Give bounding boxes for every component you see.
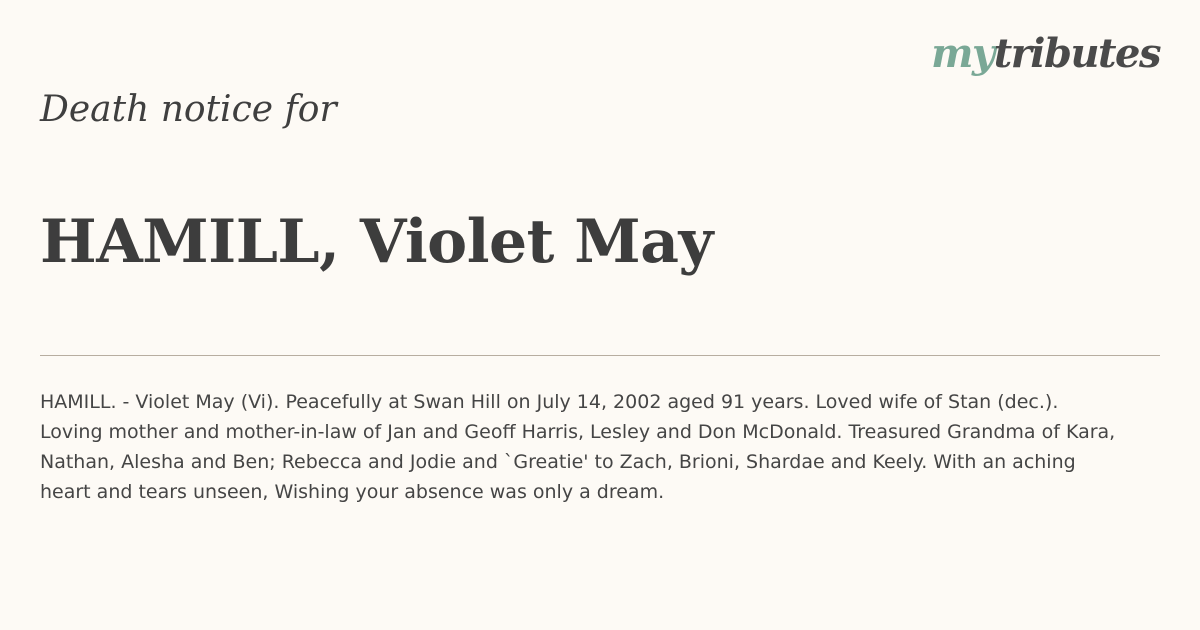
divider [40, 355, 1160, 356]
deceased-name: HAMILL, Violet May [40, 207, 713, 277]
notice-kicker: Death notice for [40, 89, 337, 130]
mytributes-logo[interactable] [931, 30, 1160, 77]
logo-suffix: tributes [993, 30, 1160, 77]
notice-text: HAMILL. - Violet May (Vi). Peacefully at Swan Hill on July 14, 2002 aged 91 years. Loved wife of Stan (dec.). Loving mother and mother-in-law of Jan and Geoff Harris, Lesley and Don McDonald. Treasured Grandma of Kara, Nathan, Alesha and Ben; Rebecca and Jodie and `Greatie' to Zach, Brioni, Shardae and Keely. With an aching heart and tears unseen, Wishing your absence was only a dream. [40, 391, 1116, 503]
logo-prefix: my [931, 30, 994, 77]
